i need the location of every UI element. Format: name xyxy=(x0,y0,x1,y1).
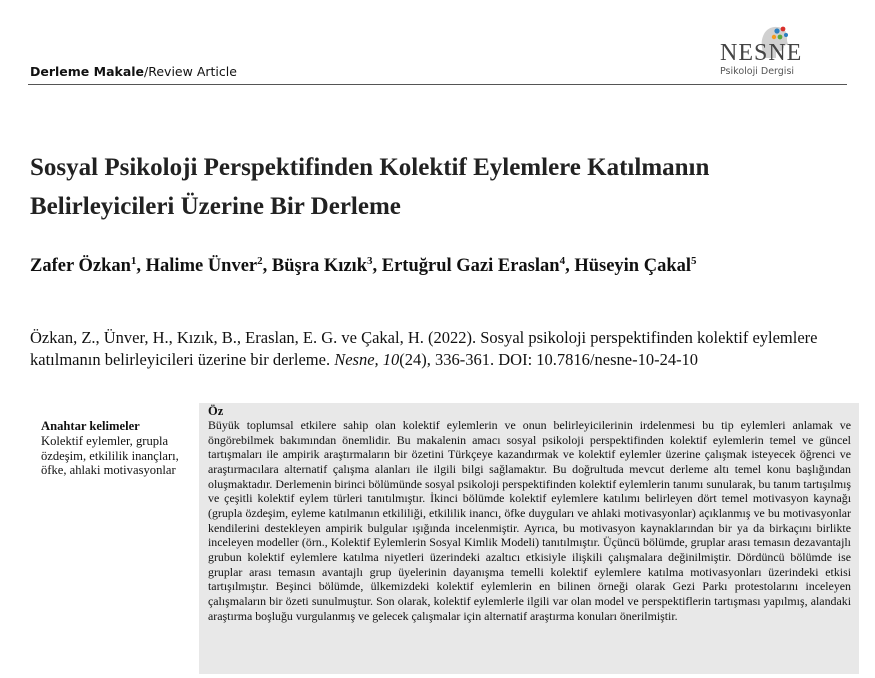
author-name: Halime Ünver xyxy=(145,256,258,276)
keywords-title: Anahtar kelimeler xyxy=(41,419,140,433)
logo-subtitle: Psikoloji Dergisi xyxy=(720,66,795,77)
abstract-title: Öz xyxy=(208,404,224,418)
header-divider xyxy=(28,84,847,85)
logo-wordmark: NESNE xyxy=(720,40,803,66)
journal-logo xyxy=(712,18,822,80)
abstract-box xyxy=(199,403,859,674)
keywords-block xyxy=(41,419,191,478)
author-list: Zafer Özkan$^1$, Halime Ünver$^2$, Büşra Kızık$^3$, Ertuğrul Gazi Eraslan$^4$, Hüseyin Çakal$^5$ xyxy=(30,254,697,276)
citation-text-after: (24), 336-361. DOI: 10.7816/nesne-10-24-10 xyxy=(399,350,699,369)
author-affiliation: 2 xyxy=(257,254,263,267)
author-name: Hüseyin Çakal xyxy=(574,256,691,276)
author-affiliation: 5 xyxy=(691,254,697,267)
author-affiliation: 1 xyxy=(130,254,137,267)
article-title: Sosyal Psikoloji Perspektifinden Kolektif Eylemlere Katılmanın Belirleyicileri Üzerine Bir Derleme xyxy=(30,154,710,220)
author-name: Büşra Kızık xyxy=(271,256,367,276)
author-affiliation: 3 xyxy=(367,254,373,267)
article-type-bold: Derleme Makale xyxy=(30,64,145,79)
citation xyxy=(30,327,850,371)
citation-journal: Nesne, 10 xyxy=(334,350,400,369)
citation-text-before: Özkan, Z., Ünver, H., Kızık, B., Eraslan, E. G. ve Çakal, H. (2022). Sosyal psikoloji perspektifinden kolektif eylemlere katılmanın belirleyicileri üzerine bir derleme. xyxy=(30,328,818,369)
article-type-rest: /Review Article xyxy=(144,64,237,79)
author-name: Zafer Özkan xyxy=(30,256,131,276)
abstract-text: Büyük toplumsal etkilere sahip olan kolektif eylemlerin ve onun belirleyicilerinin irdelenmesi bu tip eylemleri anlamak ve öngörebilmek bakımından önemlidir. Bu makalenin amacı sosyal psikoloji perspektifinden kolektif eylemlerin temel ve güncel tartışmaları ile ampirik araştırmaların bir özetini Türkçeye kazandırmak ve kolektif eylemler üzerine çalışmak isteyecek öğrenci ve araştırmacılara alternatif çalışma alanları ile ilgili bilgi sağlamaktır. Bu doğrultuda mevcut derleme altı temel konu başlığından oluşmaktadır. Derlemenin birinci bölümünde sosyal psikoloji perspektifinden kolektif eylemlerin tanımı sunularak, bu tanım tartışılmış ve çeşitli kolektif eylem türleri tanıtılmıştır. İkinci bölümde kolektif eylemlere katılımı belirleyen dört temel motivasyon kaynağı (grupla özdeşim, eyleme katılmanın etkililiği, etkililik inancı, öfke duyguları ve ahlaki motivasyonlar) açıklanmış ve bu motivasyonlar kendilerini destekleyen ampirik bulgular ışığında incelenmiştir. Ayrıca, bu motivasyon kaynaklarından bir ya da birkaçını birlikte inceleyen modeller (örn., Kolektif Eylemlerin Sosyal Kimlik Modeli) tanıtılmıştır. Üçüncü bölümde, gruplar arası temasın dezavantajlı grubun kolektif eylemlere katılma niyetleri üzerindeki azaltıcı etkisiyle ilişkili çalışmalara değinilmiştir. Dördüncü bölümde ise gruplar arası temasın avantajlı grup üyelerinin dayanışma temelli kolektif eylemlere katılma motivasyonları üzerindeki etkisi tartışılmıştır. Beşinci bölümde, ülkemizdeki kolektif eylemlerin en bilinen örneği olarak Gezi Parkı protestolarını inceleyen çalışmaların bir özeti sunulmuştur. Son olarak, kolektif eylemlerle ilgili var olan model ve perspektiflerin tartışması yapılmış, alandaki araştırma boşluğu vurgulanmış ve gelecek çalışmalar için alternatif araştırma konuları önerilmiştir. xyxy=(208,418,851,623)
author-affiliation: 4 xyxy=(559,254,566,267)
keywords-text: Kolektif eylemler, grupla özdeşim, etkililik inançları, öfke, ahlaki motivasyonlar xyxy=(41,433,179,478)
author-name: Ertuğrul Gazi Eraslan xyxy=(381,256,560,276)
article-type-label xyxy=(30,64,237,79)
